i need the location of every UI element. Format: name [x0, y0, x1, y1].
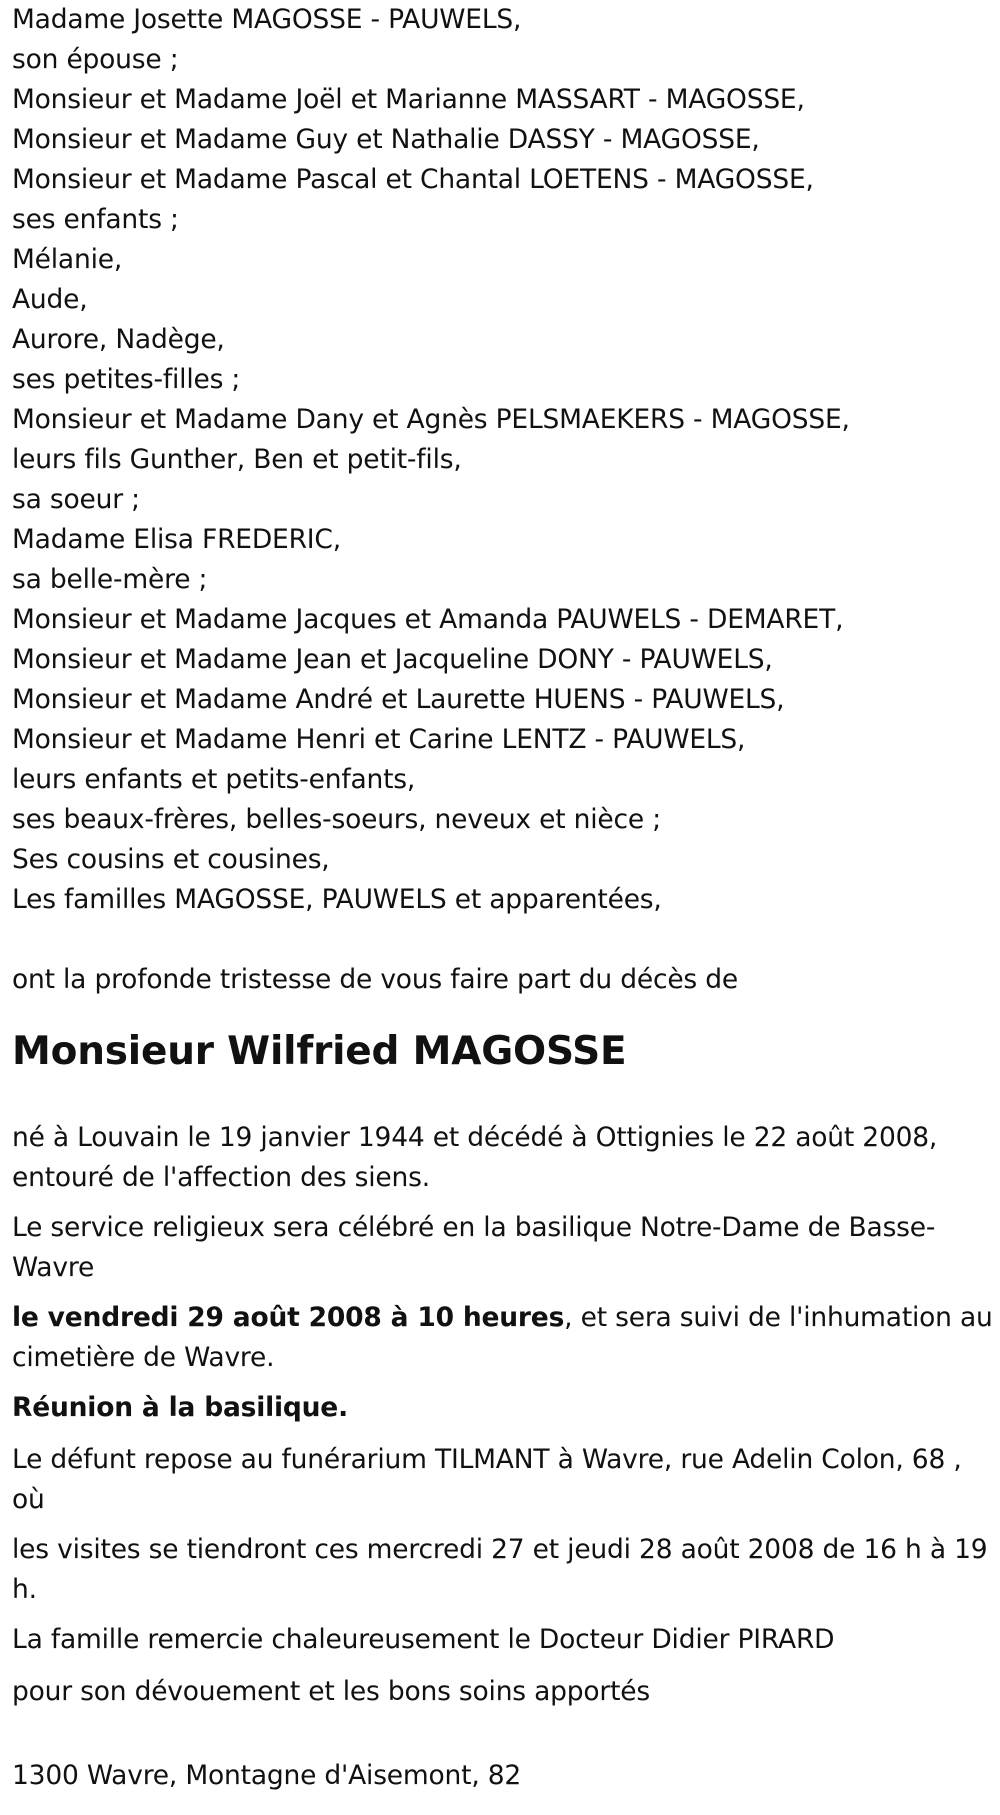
- family-line: Monsieur et Madame Jean et Jacqueline DONY - PAUWELS,: [12, 644, 773, 675]
- family-line: Monsieur et Madame Joël et Marianne MASSART - MAGOSSE,: [12, 84, 805, 115]
- family-line: leurs enfants et petits-enfants,: [12, 764, 416, 795]
- repose-text: Le défunt repose au funérarium TILMANT à Wavre, rue Adelin Colon, 68 , où: [12, 1444, 962, 1515]
- family-line: Les familles MAGOSSE, PAUWELS et apparentées,: [12, 884, 662, 915]
- family-line: Mélanie,: [12, 244, 123, 275]
- family-line: ses enfants ;: [12, 204, 179, 235]
- family-line: Aurore, Nadège,: [12, 324, 225, 355]
- service-text: Le service religieux sera célébré en la basilique Notre-Dame de Basse-Wavre: [12, 1212, 936, 1283]
- family-line: son épouse ;: [12, 44, 179, 75]
- family-line: Monsieur et Madame Pascal et Chantal LOETENS - MAGOSSE,: [12, 164, 814, 195]
- deceased-name: Monsieur Wilfried MAGOSSE: [12, 1029, 627, 1074]
- family-line: sa belle-mère ;: [12, 564, 208, 595]
- family-line: Madame Josette MAGOSSE - PAUWELS,: [12, 4, 522, 35]
- obituary-notice: [12, 0, 997, 1796]
- family-line: Monsieur et Madame Henri et Carine LENTZ - PAUWELS,: [12, 724, 746, 755]
- service-date: le vendredi 29 août 2008 à 10 heures: [12, 1302, 565, 1333]
- thanks-text: La famille remercie chaleureusement le Docteur Didier PIRARD: [12, 1624, 835, 1655]
- family-line: Monsieur et Madame Dany et Agnès PELSMAEKERS - MAGOSSE,: [12, 404, 850, 435]
- service-date-paragraph: [12, 1298, 997, 1378]
- visits-text: les visites se tiendront ces mercredi 27 et jeudi 28 août 2008 de 16 h à 19 h.: [12, 1534, 988, 1605]
- birth-death-text: né à Louvain le 19 janvier 1944 et décédé à Ottignies le 22 août 2008, entouré de l'affection des siens.: [12, 1122, 938, 1193]
- thanks-text-continued: pour son dévouement et les bons soins apportés: [12, 1676, 651, 1707]
- announcement-text: ont la profonde tristesse de vous faire part du décès de: [12, 964, 738, 995]
- service-date-details: , et sera suivi de l'inhumation au cimetière de Wavre.: [12, 1302, 993, 1373]
- meeting-text: Réunion à la basilique.: [12, 1392, 348, 1423]
- family-line: Aude,: [12, 284, 88, 315]
- family-line: Monsieur et Madame Jacques et Amanda PAUWELS - DEMARET,: [12, 604, 844, 635]
- family-line: Monsieur et Madame André et Laurette HUENS - PAUWELS,: [12, 684, 785, 715]
- family-line: leurs fils Gunther, Ben et petit-fils,: [12, 444, 462, 475]
- family-line: Madame Elisa FREDERIC,: [12, 524, 341, 555]
- family-line: Ses cousins et cousines,: [12, 844, 330, 875]
- family-list: [12, 0, 997, 920]
- family-line: Monsieur et Madame Guy et Nathalie DASSY - MAGOSSE,: [12, 124, 760, 155]
- family-line: sa soeur ;: [12, 484, 140, 515]
- spacer: [12, 920, 997, 960]
- address-text: 1300 Wavre, Montagne d'Aisemont, 82: [12, 1760, 522, 1791]
- family-line: ses petites-filles ;: [12, 364, 241, 395]
- family-line: ses beaux-frères, belles-soeurs, neveux et nièce ;: [12, 804, 661, 835]
